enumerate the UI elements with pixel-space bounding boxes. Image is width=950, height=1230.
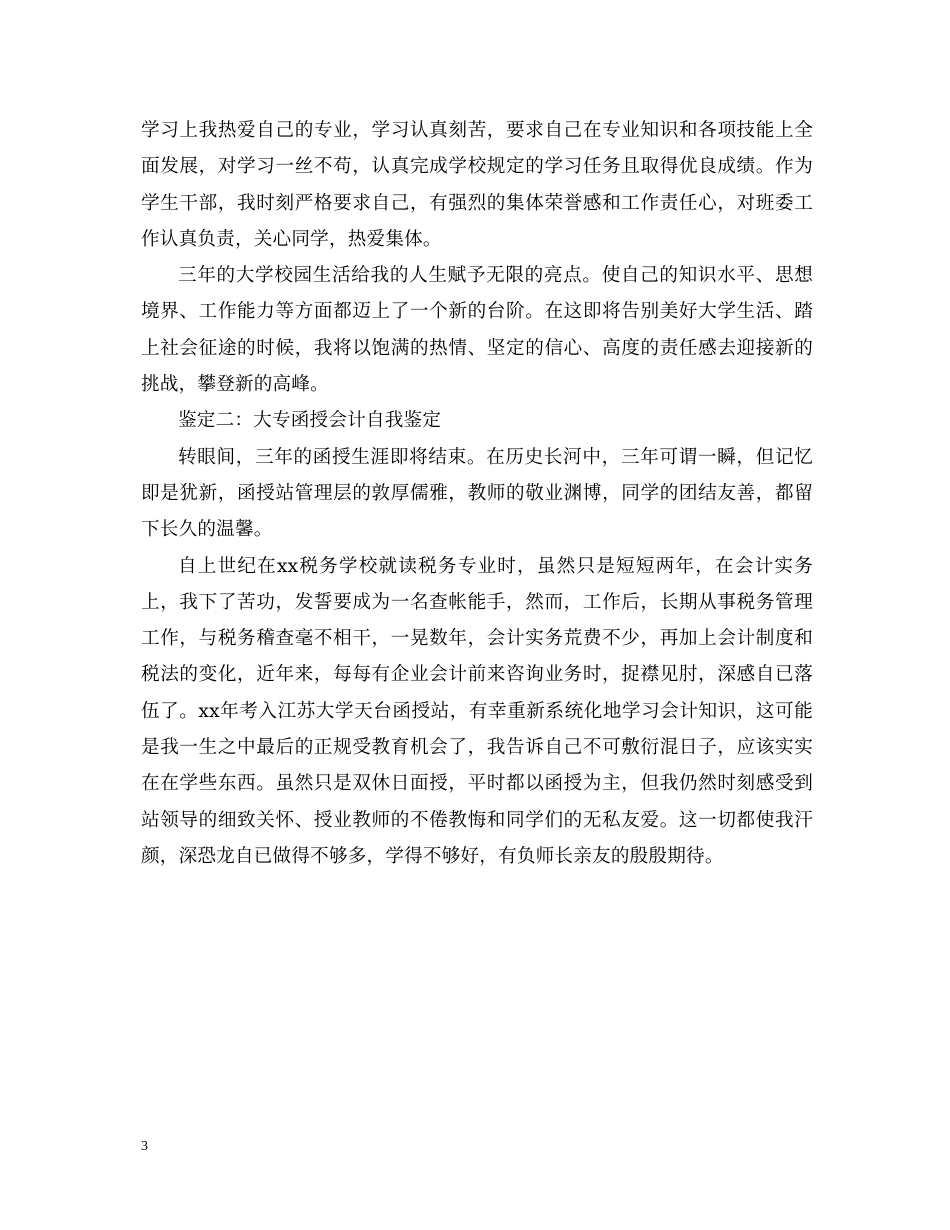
paragraph-study: 学习上我热爱自己的专业，学习认真刻苦，要求自己在专业知识和各项技能上全面发展，对学习一丝不苟，认真完成学校规定的学习任务且取得优良成绩。作为学生干部，我时刻严格要求自己，有强烈的集体荣誉感和工作责任心，对班委工作认真负责，关心同学，热爱集体。: [141, 120, 813, 250]
page-number: 3: [141, 1139, 148, 1154]
paragraph-accounting-study: 自上世纪在xx税务学校就读税务专业时，虽然只是短短两年，在会计实务上，我下了苦功，发誓要成为一名查帐能手，然而，工作后，长期从事税务管理工作，与税务稽查毫不相干，一晃数年，会计实务荒费不少，再加上会计制度和税法的变化，近年来，每每有企业会计前来咨询业务时，捉襟见肘，深感自已落伍了。xx年考入江苏大学天台函授站，有幸重新系统化地学习会计知识，这可能是我一生之中最后的正规受教育机会了，我告诉自己不可敷衍混日子，应该实实在在学些东西。虽然只是双休日面授，平时都以函授为主，但我仍然时刻感受到站领导的细致关怀、授业教师的不倦教悔和同学们的无私友爱。这一切都使我汗颜，深恐龙自已做得不够多，学得不够好，有负师长亲友的殷殷期待。: [141, 555, 813, 867]
paragraph-campus-life: 三年的大学校园生活给我的人生赋予无限的亮点。使自己的知识水平、思想境界、工作能力等方面都迈上了一个新的台阶。在这即将告别美好大学生活、踏上社会征途的时候，我将以饱满的热情、坚定的信心、高度的责任感去迎接新的挑战，攀登新的高峰。: [141, 265, 813, 396]
section-heading: 鉴定二：大专函授会计自我鉴定: [178, 410, 442, 432]
document-body: [141, 113, 813, 875]
paragraph-correspondence-intro: 转眼间，三年的函授生涯即将结束。在历史长河中，三年可谓一瞬，但记忆即是犹新，函授站管理层的敦厚儒雅，教师的敬业渊博，同学的团结友善，都留下长久的温馨。: [141, 446, 813, 541]
